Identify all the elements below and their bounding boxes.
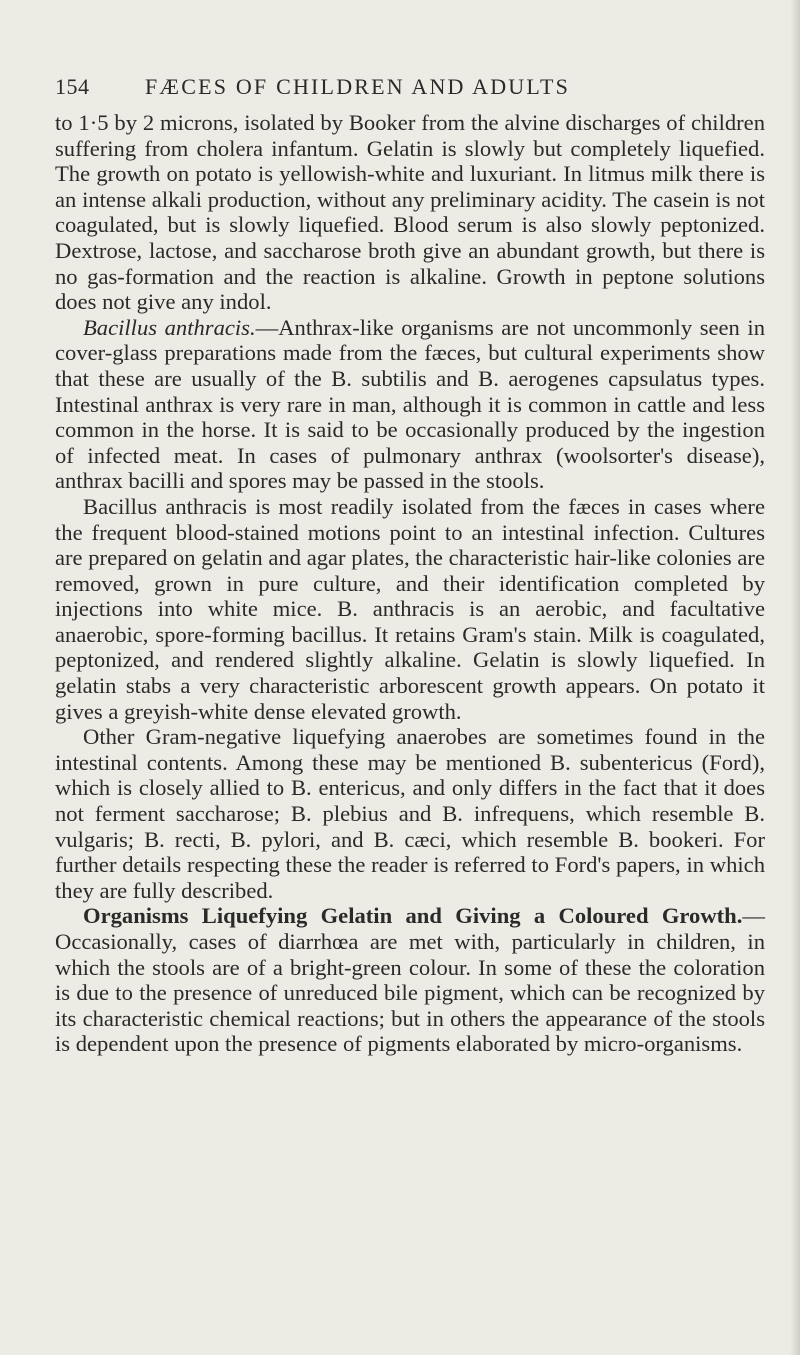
paragraph-1: [55, 110, 765, 315]
paragraph-4: [55, 724, 765, 903]
paragraph-4-text: Other Gram-negative liquefying anaerobes are sometimes found in the intestinal contents. Among these may be mentioned B. subentericus (Ford), which is closely allied to B. entericus, and only differs in the fact that it does not ferment saccharose; B. plebius and B. infrequens, which resemble B. vulgaris; B. recti, B. pylori, and B. cæci, which resemble B. bookeri. For further details respecting these the reader is referred to Ford's papers, in which they are fully described.: [55, 724, 765, 903]
page-edge-shadow: [790, 0, 800, 1355]
paragraph-1-text: to 1·5 by 2 microns, isolated by Booker from the alvine discharges of children suffering from cholera infantum. Gelatin is slowly but completely liquefied. The growth on potato is yellowish-white and luxuriant. In litmus milk there is an intense alkali production, without any preliminary acidity. The casein is not coagulated, but is slowly liquefied. Blood serum is also slowly peptonized. Dextrose, lactose, and saccharose broth give an abundant growth, but there is no gas-formation and the reaction is alkaline. Growth in peptone solutions does not give any indol.: [55, 110, 765, 315]
paragraph-coloured-growth: [55, 903, 765, 1057]
section-heading-bacillus-anthracis: Bacillus anthracis.: [83, 314, 256, 340]
running-head: FÆCES OF CHILDREN AND ADULTS: [145, 74, 571, 99]
paragraph-3-text: Bacillus anthracis is most readily isolated from the fæces in cases where the frequent blood-stained motions point to an intestinal infection. Cultures are prepared on gelatin and agar plates, the characteristic hair-like colonies are removed, grown in pure culture, and their identification completed by injections into white mice. B. anthracis is an aerobic, and facultative anaerobic, spore-forming bacillus. It retains Gram's stain. Milk is coagulated, peptonized, and rendered slightly alkaline. Gelatin is slowly liquefied. In gelatin stabs a very characteristic arborescent growth appears. On potato it gives a greyish-white dense elevated growth.: [55, 493, 765, 724]
page-header: [55, 74, 755, 104]
paragraph-2-text: —Anthrax-like organisms are not uncommonly seen in cover-glass preparations made from the fæces, but cultural experiments show that these are usually of the B. subtilis and B. aerogenes capsulatus types. Intestinal anthrax is very rare in man, although it is common in cattle and less common in the horse. It is said to be occasionally produced by the ingestion of infected meat. In cases of pulmonary anthrax (woolsorter's disease), anthrax bacilli and spores may be passed in the stools.: [55, 314, 766, 494]
paragraph-bacillus-anthracis: [55, 315, 765, 494]
section-heading-coloured-growth: Organisms Liquefying Gelatin and Giving a Coloured Growth.: [83, 903, 743, 929]
body-text: [55, 110, 765, 1057]
paragraph-3: [55, 494, 765, 724]
page-number: 154: [55, 74, 90, 99]
paragraph-5-text: —Occasionally, cases of diarrhœa are met with, particularly in children, in which the stools are of a bright-green colour. In some of these the coloration is due to the presence of unreduced bile pigment, which can be recognized by its characteristic chemical reactions; but in others the appearance of the stools is dependent upon the presence of pigments elaborated by micro-organisms.: [55, 903, 765, 1057]
